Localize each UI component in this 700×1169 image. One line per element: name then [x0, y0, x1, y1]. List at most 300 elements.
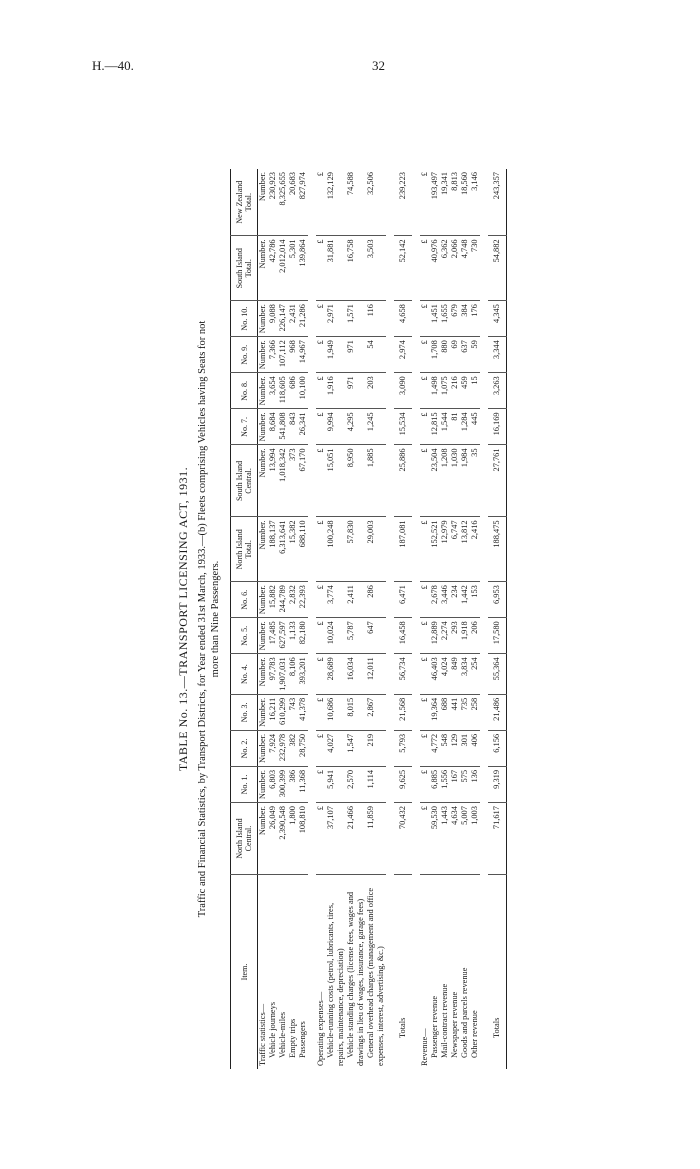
unit-label: Number.	[258, 169, 269, 236]
value-cell: 2,570	[346, 766, 366, 802]
total-cell: 16,169	[488, 409, 507, 445]
table-title: TABLE No. 13.—TRANSPORT LICENSING ACT, 1931.	[176, 466, 190, 772]
traffic-row-label	[298, 875, 308, 1070]
value-cell: 610,299	[278, 694, 288, 730]
row-label-text: Vehicle standing charges (license fees, wages and drawings in lieu of wages, insurance, garage fees)	[346, 891, 365, 1066]
revenue-heading-row	[420, 169, 430, 1069]
total-cell: 6,156	[488, 730, 507, 766]
value-cell: 1,442	[460, 582, 470, 618]
value-cell: 232,978	[278, 730, 288, 766]
value-cell: 15	[470, 373, 480, 409]
value-cell: 15,382	[288, 517, 298, 582]
value-cell: 35	[470, 445, 480, 517]
unit-label: £	[420, 337, 430, 373]
value-cell: 230,923	[268, 169, 278, 236]
value-cell: 37,107	[326, 803, 346, 875]
revenue-row-label	[470, 875, 480, 1070]
row-label-text: Goods and parcels revenue	[460, 967, 469, 1058]
traffic-heading: Traffic statistics—	[258, 1003, 267, 1066]
unit-label: Number.	[258, 766, 269, 802]
value-cell: 29,003	[366, 517, 386, 582]
value-cell: 1,571	[346, 301, 366, 337]
value-cell: 5,941	[326, 766, 346, 802]
col-header-c9: No. 9.	[231, 337, 258, 373]
unit-label: £	[316, 337, 326, 373]
spacer-row	[480, 169, 488, 1069]
value-cell: 1,984	[460, 445, 470, 517]
table-row	[346, 169, 366, 1069]
value-cell: 12,979	[440, 517, 450, 582]
value-cell: 153	[470, 582, 480, 618]
value-cell: 2,390,548	[278, 803, 288, 875]
value-cell: 19,341	[440, 169, 450, 236]
unit-label: £	[316, 618, 326, 654]
col-header-c8: No. 8.	[231, 373, 258, 409]
value-cell: 8,325,655	[278, 169, 288, 236]
value-cell: 6,362	[440, 236, 450, 301]
value-cell: 12,889	[430, 618, 440, 654]
revenue-row-label	[450, 875, 460, 1070]
row-label-text: Newspaper revenue	[450, 991, 459, 1058]
unit-label: £	[316, 582, 326, 618]
col-header-sic: South Island Central.	[231, 445, 258, 517]
subtitle-line-1: Traffic and Financial Statistics, by Transport Districts, for Year ended 31st March, 1933.—(b) Fleets comprising Vehicles having Seats for not	[197, 320, 208, 918]
unit-label: £	[316, 301, 326, 337]
unit-label: Number.	[258, 337, 269, 373]
revenue-row-label	[430, 875, 440, 1070]
total-cell: 239,223	[394, 169, 412, 236]
total-cell: 4,658	[394, 301, 412, 337]
total-cell: 188,475	[488, 517, 507, 582]
unit-label: £	[420, 730, 430, 766]
total-cell: 3,090	[394, 373, 412, 409]
value-cell: 16,034	[346, 654, 366, 695]
total-cell: 2,974	[394, 337, 412, 373]
value-cell: 11,859	[366, 803, 386, 875]
value-cell: 97,783	[268, 654, 278, 695]
unit-label: Number.	[258, 730, 269, 766]
value-cell: 4,295	[346, 409, 366, 445]
unit-label: £	[420, 654, 430, 695]
value-cell: 1,451	[430, 301, 440, 337]
col-header-c6: No. 6.	[231, 582, 258, 618]
total-cell: 6,471	[394, 582, 412, 618]
value-cell: 13,994	[268, 445, 278, 517]
value-cell: 393,201	[298, 654, 308, 695]
traffic-heading-row	[258, 169, 269, 1069]
value-cell: 254	[470, 654, 480, 695]
value-cell: 3,654	[268, 373, 278, 409]
table-row	[326, 169, 346, 1069]
table-row	[450, 169, 460, 1069]
value-cell: 193,497	[430, 169, 440, 236]
value-cell: 4,748	[460, 236, 470, 301]
value-cell: 3,774	[326, 582, 346, 618]
value-cell: 286	[366, 582, 386, 618]
value-cell: 15,882	[268, 582, 278, 618]
row-label-text: Mail-contract revenue	[440, 983, 449, 1058]
revenue-row-label	[440, 875, 450, 1070]
value-cell: 129	[450, 730, 460, 766]
unit-label: £	[316, 803, 326, 875]
page-ref: H.—40.	[92, 58, 134, 73]
value-cell: 219	[366, 730, 386, 766]
value-cell: 5,301	[288, 236, 298, 301]
unit-label: £	[420, 517, 430, 582]
value-cell: 226,147	[278, 301, 288, 337]
unit-label: £	[420, 694, 430, 730]
value-cell: 1,133	[288, 618, 298, 654]
value-cell: 28,750	[298, 730, 308, 766]
value-cell: 57,830	[346, 517, 366, 582]
value-cell: 12,815	[430, 409, 440, 445]
value-cell: 20,683	[288, 169, 298, 236]
value-cell: 8,813	[450, 169, 460, 236]
unit-label: £	[420, 373, 430, 409]
value-cell: 59,530	[430, 803, 440, 875]
col-header-c10: No. 10.	[231, 301, 258, 337]
unit-label: £	[420, 445, 430, 517]
value-cell: 2,274	[440, 618, 450, 654]
value-cell: 9,994	[326, 409, 346, 445]
value-cell: 23,504	[430, 445, 440, 517]
unit-label: Number.	[258, 803, 269, 875]
value-cell: 9,088	[268, 301, 278, 337]
unit-label: Number.	[258, 301, 269, 337]
value-cell: 688,110	[298, 517, 308, 582]
rotated-table-block	[172, 169, 592, 1069]
value-cell: 637	[460, 337, 470, 373]
total-cell: 9,319	[488, 766, 507, 802]
table-row	[440, 169, 450, 1069]
value-cell: 1,498	[430, 373, 440, 409]
operating-heading: Operating expenses—	[316, 991, 325, 1066]
col-header-c3: No. 3.	[231, 694, 258, 730]
value-cell: 406	[470, 730, 480, 766]
value-cell: 152,521	[430, 517, 440, 582]
value-cell: 19,364	[430, 694, 440, 730]
value-cell: 81	[450, 409, 460, 445]
totals-label-text: Totals	[398, 1017, 407, 1038]
table-body	[258, 169, 507, 1069]
value-cell: 968	[288, 337, 298, 373]
value-cell: 31,881	[326, 236, 346, 301]
value-cell: 3,446	[440, 582, 450, 618]
value-cell: 1,916	[326, 373, 346, 409]
spacer-row	[386, 169, 394, 1069]
row-label-text: Vehicle-miles	[278, 1011, 287, 1058]
unit-label: Number.	[258, 409, 269, 445]
spacer-row	[308, 169, 316, 1069]
value-cell: 735	[460, 694, 470, 730]
value-cell: 32,506	[366, 169, 386, 236]
row-label-text: General overhead charges (management and office expenses, interest, advertising, &c.)	[366, 887, 385, 1066]
value-cell: 244,789	[278, 582, 288, 618]
spacer-cell	[386, 169, 394, 1069]
operating-row-label	[366, 875, 386, 1070]
value-cell: 40,976	[430, 236, 440, 301]
unit-label: £	[316, 654, 326, 695]
unit-label: £	[420, 169, 430, 236]
total-cell: 5,793	[394, 730, 412, 766]
value-cell: 5,787	[346, 618, 366, 654]
value-cell: 743	[288, 694, 298, 730]
value-cell: 54	[366, 337, 386, 373]
value-cell: 118,605	[278, 373, 288, 409]
value-cell: 1,708	[430, 337, 440, 373]
value-cell: 4,634	[450, 803, 460, 875]
value-cell: 293	[450, 618, 460, 654]
unit-label: Number.	[258, 654, 269, 695]
total-cell: 54,882	[488, 236, 507, 301]
total-cell: 21,486	[488, 694, 507, 730]
unit-label: £	[420, 582, 430, 618]
value-cell: 373	[288, 445, 298, 517]
spacer-cell	[480, 169, 488, 1069]
value-cell: 15,051	[326, 445, 346, 517]
total-cell: 56,734	[394, 654, 412, 695]
table-row	[470, 169, 480, 1069]
value-cell: 67,170	[298, 445, 308, 517]
value-cell: 1,030	[450, 445, 460, 517]
unit-label: £	[420, 618, 430, 654]
value-cell: 188,137	[268, 517, 278, 582]
total-cell: 3,344	[488, 337, 507, 373]
value-cell: 2,678	[430, 582, 440, 618]
value-cell: 42,786	[268, 236, 278, 301]
revenue-row-label	[460, 875, 470, 1070]
page-number: 32	[372, 58, 385, 73]
header-row	[231, 169, 258, 1069]
unit-label: £	[316, 373, 326, 409]
unit-label: Number.	[258, 517, 269, 582]
total-cell: 4,345	[488, 301, 507, 337]
value-cell: 234	[450, 582, 460, 618]
value-cell: 2,416	[470, 517, 480, 582]
statistics-table	[230, 169, 507, 1069]
value-cell: 1,800	[288, 803, 298, 875]
col-header-nit: North Island Total.	[231, 517, 258, 582]
value-cell: 26,341	[298, 409, 308, 445]
value-cell: 10,100	[298, 373, 308, 409]
value-cell: 3,503	[366, 236, 386, 301]
value-cell: 441	[450, 694, 460, 730]
total-cell: 3,263	[488, 373, 507, 409]
value-cell: 2,431	[288, 301, 298, 337]
table-row	[298, 169, 308, 1069]
unit-label: £	[316, 236, 326, 301]
value-cell: 1,018,342	[278, 445, 288, 517]
value-cell: 1,245	[366, 409, 386, 445]
value-cell: 10,686	[326, 694, 346, 730]
value-cell: 14,967	[298, 337, 308, 373]
value-cell: 167	[450, 766, 460, 802]
value-cell: 1,949	[326, 337, 346, 373]
table-row	[366, 169, 386, 1069]
unit-label: Number.	[258, 236, 269, 301]
unit-label: Number.	[258, 373, 269, 409]
value-cell: 26,049	[268, 803, 278, 875]
value-cell: 258	[470, 694, 480, 730]
totals-label	[488, 875, 507, 1070]
traffic-row-label	[268, 875, 278, 1070]
unit-label: £	[316, 694, 326, 730]
value-cell: 11,368	[298, 766, 308, 802]
unit-label: £	[316, 409, 326, 445]
row-label-text: Vehicle journeys	[268, 1001, 277, 1058]
value-cell: 16,211	[268, 694, 278, 730]
total-cell: 55,364	[488, 654, 507, 695]
total-cell: 187,081	[394, 517, 412, 582]
value-cell: 59	[470, 337, 480, 373]
value-cell: 688	[440, 694, 450, 730]
col-header-c5: No. 5.	[231, 618, 258, 654]
spacer-row	[412, 169, 420, 1069]
traffic-row-label	[278, 875, 288, 1070]
total-cell: 52,142	[394, 236, 412, 301]
value-cell: 17,485	[268, 618, 278, 654]
total-cell: 25,886	[394, 445, 412, 517]
value-cell: 206	[470, 618, 480, 654]
col-header-nic: North Island Central.	[231, 803, 258, 875]
table-row	[268, 169, 278, 1069]
unit-label: £	[420, 301, 430, 337]
value-cell: 382	[288, 730, 298, 766]
value-cell: 2,832	[288, 582, 298, 618]
value-cell: 18,560	[460, 169, 470, 236]
value-cell: 2,971	[326, 301, 346, 337]
value-cell: 16,758	[346, 236, 366, 301]
value-cell: 176	[470, 301, 480, 337]
value-cell: 548	[440, 730, 450, 766]
value-cell: 971	[346, 373, 366, 409]
col-header-c4: No. 4.	[231, 654, 258, 695]
value-cell: 116	[366, 301, 386, 337]
value-cell: 849	[450, 654, 460, 695]
value-cell: 107,112	[278, 337, 288, 373]
value-cell: 445	[470, 409, 480, 445]
value-cell: 1,075	[440, 373, 450, 409]
value-cell: 216	[450, 373, 460, 409]
unit-label: £	[420, 236, 430, 301]
value-cell: 1,885	[366, 445, 386, 517]
value-cell: 203	[366, 373, 386, 409]
table-row	[460, 169, 470, 1069]
total-cell: 70,432	[394, 803, 412, 875]
table-subtitle	[196, 169, 222, 1069]
unit-label: £	[420, 766, 430, 802]
spacer-cell	[412, 169, 420, 1069]
total-cell: 17,580	[488, 618, 507, 654]
value-cell: 971	[346, 337, 366, 373]
col-header-item: Item.	[239, 963, 249, 981]
value-cell: 82,180	[298, 618, 308, 654]
col-header-c2: No. 2.	[231, 730, 258, 766]
value-cell: 8,015	[346, 694, 366, 730]
value-cell: 880	[440, 337, 450, 373]
value-cell: 10,024	[326, 618, 346, 654]
value-cell: 301	[460, 730, 470, 766]
value-cell: 8,950	[346, 445, 366, 517]
traffic-row-label	[288, 875, 298, 1070]
value-cell: 6,885	[430, 766, 440, 802]
value-cell: 2,066	[450, 236, 460, 301]
value-cell: 843	[288, 409, 298, 445]
value-cell: 21,286	[298, 301, 308, 337]
total-cell: 16,458	[394, 618, 412, 654]
value-cell: 7,924	[268, 730, 278, 766]
col-header-nz: New Zealand Total.	[231, 169, 258, 236]
unit-label: £	[316, 169, 326, 236]
value-cell: 108,810	[298, 803, 308, 875]
value-cell: 2,867	[366, 694, 386, 730]
value-cell: 69	[450, 337, 460, 373]
value-cell: 300,399	[278, 766, 288, 802]
total-cell: 21,568	[394, 694, 412, 730]
value-cell: 384	[460, 301, 470, 337]
value-cell: 3,834	[460, 654, 470, 695]
value-cell: 5,007	[460, 803, 470, 875]
value-cell: 7,366	[268, 337, 278, 373]
row-label-text: Passengers	[298, 1021, 307, 1058]
value-cell: 132,129	[326, 169, 346, 236]
value-cell: 1,443	[440, 803, 450, 875]
row-label-text: Vehicle-running costs (petrol, lubricants, tires, repairs, maintenance, depreciation)	[326, 902, 345, 1066]
subtitle-line-2: more than Nine Passengers.	[210, 560, 221, 678]
value-cell: 386	[288, 766, 298, 802]
value-cell: 2,012,014	[278, 236, 288, 301]
value-cell: 1,547	[346, 730, 366, 766]
total-cell: 71,617	[488, 803, 507, 875]
value-cell: 46,403	[430, 654, 440, 695]
value-cell: 1,556	[440, 766, 450, 802]
value-cell: 13,812	[460, 517, 470, 582]
value-cell: 21,466	[346, 803, 366, 875]
value-cell: 4,027	[326, 730, 346, 766]
totals-label	[394, 875, 412, 1070]
value-cell: 1,655	[440, 301, 450, 337]
table-row	[278, 169, 288, 1069]
col-header-c7: No. 7.	[231, 409, 258, 445]
row-label-text: Empty trips	[288, 1018, 297, 1058]
operating-row-label	[346, 875, 366, 1070]
value-cell: 4,024	[440, 654, 450, 695]
value-cell: 1,544	[440, 409, 450, 445]
col-header-sit: South Island Total.	[231, 236, 258, 301]
value-cell: 3,146	[470, 169, 480, 236]
total-cell: 27,761	[488, 445, 507, 517]
unit-label: Number.	[258, 694, 269, 730]
value-cell: 1,907,031	[278, 654, 288, 695]
row-label-text: Passenger revenue	[430, 995, 439, 1058]
unit-label: Number.	[258, 618, 269, 654]
operating-totals-row	[394, 169, 412, 1069]
value-cell: 1,284	[460, 409, 470, 445]
value-cell: 136	[470, 766, 480, 802]
unit-label: £	[316, 766, 326, 802]
unit-label: £	[420, 803, 430, 875]
value-cell: 647	[366, 618, 386, 654]
value-cell: 28,689	[326, 654, 346, 695]
value-cell: 686	[288, 373, 298, 409]
unit-label: Number.	[258, 582, 269, 618]
value-cell: 6,313,641	[278, 517, 288, 582]
unit-label: £	[420, 409, 430, 445]
revenue-totals-row	[488, 169, 507, 1069]
value-cell: 1,918	[460, 618, 470, 654]
value-cell: 827,974	[298, 169, 308, 236]
value-cell: 22,393	[298, 582, 308, 618]
